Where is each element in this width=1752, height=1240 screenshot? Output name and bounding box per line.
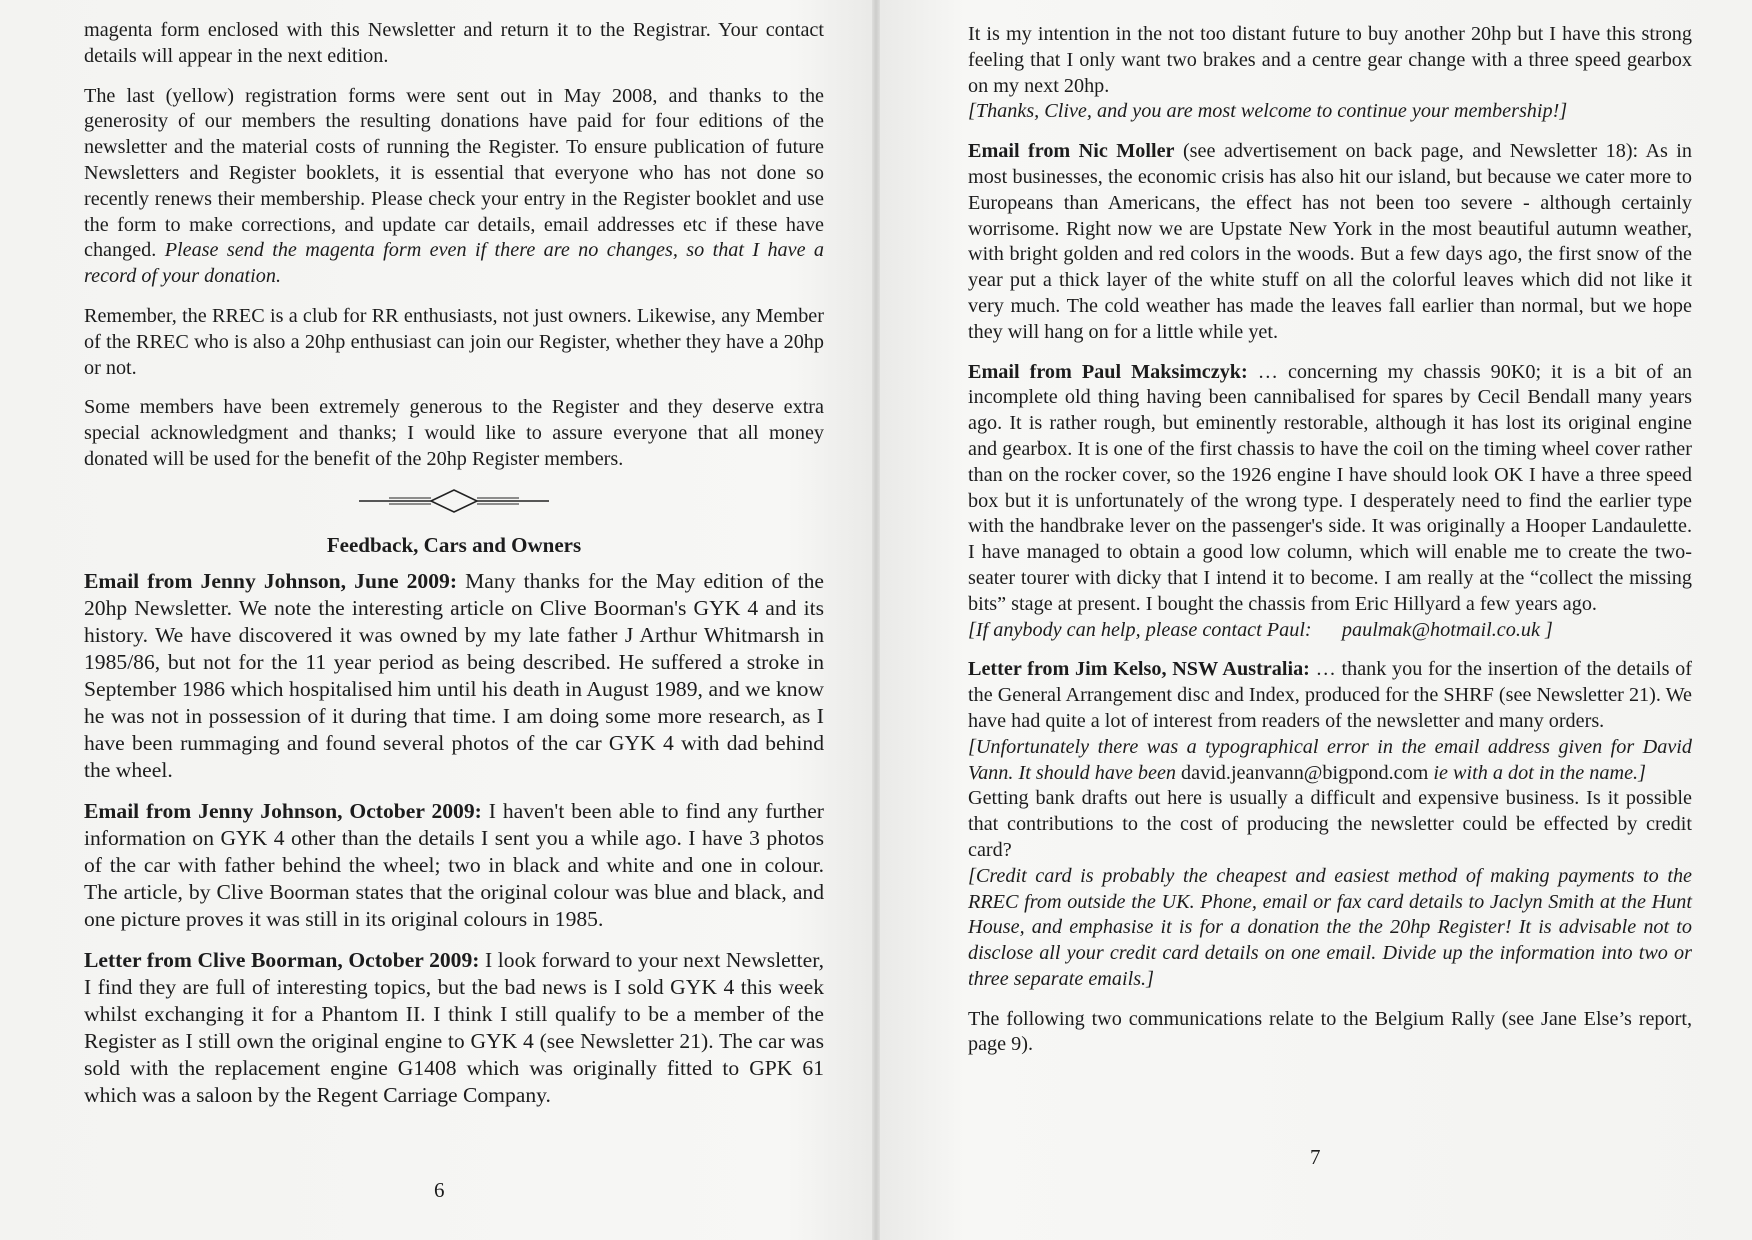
email-jenny-june-lead: Email from Jenny Johnson, June 2009: — [84, 568, 458, 593]
letter-clive-boorman-body: I look forward to your next Newsletter, I find they are full of interesting topics, but the bad news is I sold GYK 4 this week whilst exchanging it for a Phantom II. I think I still qualify to be a member of the Register as I still own the original engine to GYK 4 (see Newsletter 21). The car was sold with the replacement engine G1408 which was originally fitted to GPK 61 which was a saloon by the Regent Carriage Company. — [84, 947, 824, 1107]
paragraph-registration-forms — [84, 84, 824, 290]
email-nic-moller — [968, 139, 1692, 345]
paragraph-rrec-club: Remember, the RREC is a club for RR enthusiasts, not just owners. Likewise, any Member of the RREC who is also a 20hp enthusiast can join our Register, whether they have a 20hp or not. — [84, 304, 824, 379]
email-jenny-october-lead: Email from Jenny Johnson, October 2009: — [84, 798, 482, 823]
paragraph-magenta-form: magenta form enclosed with this Newsletter and return it to the Registrar. Your contact details will appear in the next edition. — [84, 19, 824, 67]
email-jenny-october — [84, 798, 824, 933]
letter-clive-boorman — [84, 947, 824, 1109]
email-paul-maksimczyk-body: … concerning my chassis 90K0; it is a bit of an incomplete old thing having been cannibalised for spares by Cecil Bendall many years ago. It is rather rough, but eminently restorable, although it has lost its original engine and gearbox. It is one of the first chassis to have the coil on the timing wheel cover rather than on the rocker cover, so the 1926 engine I have should look OK I have a three speed box but it is unfortunately of the wrong type. I desperately need to find the earlier type with the handbrake lever on the passenger's side. It was originally a Hooper Landaulette. I have managed to obtain a good low column, which will enable me to create the two-seater tourer with dicky that I intend it to become. I am really at the “collect the missing bits” stage at present. I bought the chassis from Eric Hillyard a few years ago. — [968, 360, 1692, 615]
letter-jim-kelso-lead: Letter from Jim Kelso, NSW Australia: — [968, 658, 1310, 681]
kelso-editor-note-b: ie with a dot in the name.] — [1433, 761, 1646, 784]
paragraph-generous-members: Some members have been extremely generous to the Register and they deserve extra special acknowledgment and thanks; I would like to assure everyone that all money donated will be used for the benefit of the 20hp Register members. — [84, 396, 824, 470]
section-heading: Feedback, Cars and Owners — [326, 532, 582, 557]
clive-editor-note: [Thanks, Clive, and you are most welcome to continue your membership!] — [968, 100, 1568, 123]
kelso-editor-email: david.jeanvann@bigpond.com — [1181, 761, 1429, 784]
letter-jim-kelso-body: … thank you for the insertion of the details of the General Arrangement disc and Index, produced for the SHRF (see Newsletter 21). We have had quite a lot of interest from readers of the newsletter and many orders. — [968, 658, 1693, 732]
kelso-bank-drafts: Getting bank drafts out here is usually a difficult and expensive business. Is it possible that contributions to the cost of producing the newsletter could be effected by credit card? — [968, 787, 1692, 861]
email-jenny-october-body: I haven't been able to find any further information on GYK 4 other than the details I sent you a while ago. I have 3 photos of the car with father behind the wheel; two in black and white and one in colour. The article, by Clive Boorman states that the original colour was blue and black, and one picture proves it was still in its original colours in 1985. — [84, 798, 824, 931]
diamond-divider-icon — [359, 487, 549, 515]
page-number-right: 7 — [1310, 1145, 1321, 1169]
kelso-editor-note-a: [Unfortunately there was a typographical error in the email address given for David Vann. It should have been — [968, 735, 1692, 784]
paul-editor-note: [If anybody can help, please contact Paul: paulmak@hotmail.co.uk ] — [968, 618, 1553, 641]
email-paul-maksimczyk-lead: Email from Paul Maksimczyk: — [968, 360, 1248, 383]
email-nic-moller-lead: Email from Nic Moller — [968, 140, 1175, 163]
email-nic-moller-body: (see advertisement on back page, and Newsletter 18): As in most businesses, the economic crisis has also hit our island, but because we cater more to Europeans than Americans, the effect has not been too severe - although certainly worrisome. Right now we are Upstate New York in the most beautiful autumn weather, with bright golden and red colors in the woods. But a few days ago, the first snow of the year put a thick layer of the white stuff on all the colorful leaves which did not like it very much. The cold weather has made the leaves fall earlier than normal, but we hope they will hang on for a little while yet. — [968, 140, 1693, 343]
letter-jim-kelso — [968, 657, 1692, 734]
registration-italic-note: Please send the magenta form even if there are no changes, so that I have a record of your donation. — [84, 239, 825, 288]
email-jenny-june-body: Many thanks for the May edition of the 20hp Newsletter. We note the interesting article on Clive Boorman's GYK 4 and its history. We have discovered it was owned by my late father J Arthur Whitmarsh in 1985/86, but not for the 11 year period as being described. He suffered a stroke in September 1986 which hospitalised him until his death in August 1989, and we know he was not in possession of it during that time. I am doing some more research, as I have been rummaging and found several photos of the car GYK 4 with dad behind the wheel. — [84, 568, 824, 782]
page-number-left: 6 — [434, 1178, 445, 1202]
email-paul-maksimczyk — [968, 360, 1692, 618]
kelso-editor-note — [968, 735, 1692, 787]
credit-card-editor-note: [Credit card is probably the cheapest and easiest method of making payments to the RREC from outside the UK. Phone, email or fax card details to Jaclyn Smith at the Hunt House, and emphasise it is for a donation the the 20hp Register! It is advisable not to disclose all your credit card details on one email. Divide up the information into two or three separate emails.] — [968, 864, 1692, 990]
clive-intention: It is my intention in the not too distant future to buy another 20hp but I have this strong feeling that I only want two brakes and a centre gear change with a three speed gearbox on my next 20hp. — [968, 23, 1692, 97]
registration-text: The last (yellow) registration forms were sent out in May 2008, and thanks to the generosity of our members the resulting donations have paid for four editions of the newsletter and the material costs of running the Register. To ensure publication of future Newsletters and Register booklets, it is essential that everyone who has not done so recently renews their membership. Please check your entry in the Register booklet and use the form to make corrections, and update car details, email addresses etc if these have changed. — [84, 84, 824, 262]
page-right — [876, 0, 1752, 1240]
letter-clive-boorman-lead: Letter from Clive Boorman, October 2009: — [84, 947, 480, 972]
email-jenny-june — [84, 568, 824, 784]
belgium-rally-intro: The following two communications relate to the Belgium Rally (see Jane Else’s report, page 9). — [968, 1007, 1692, 1056]
